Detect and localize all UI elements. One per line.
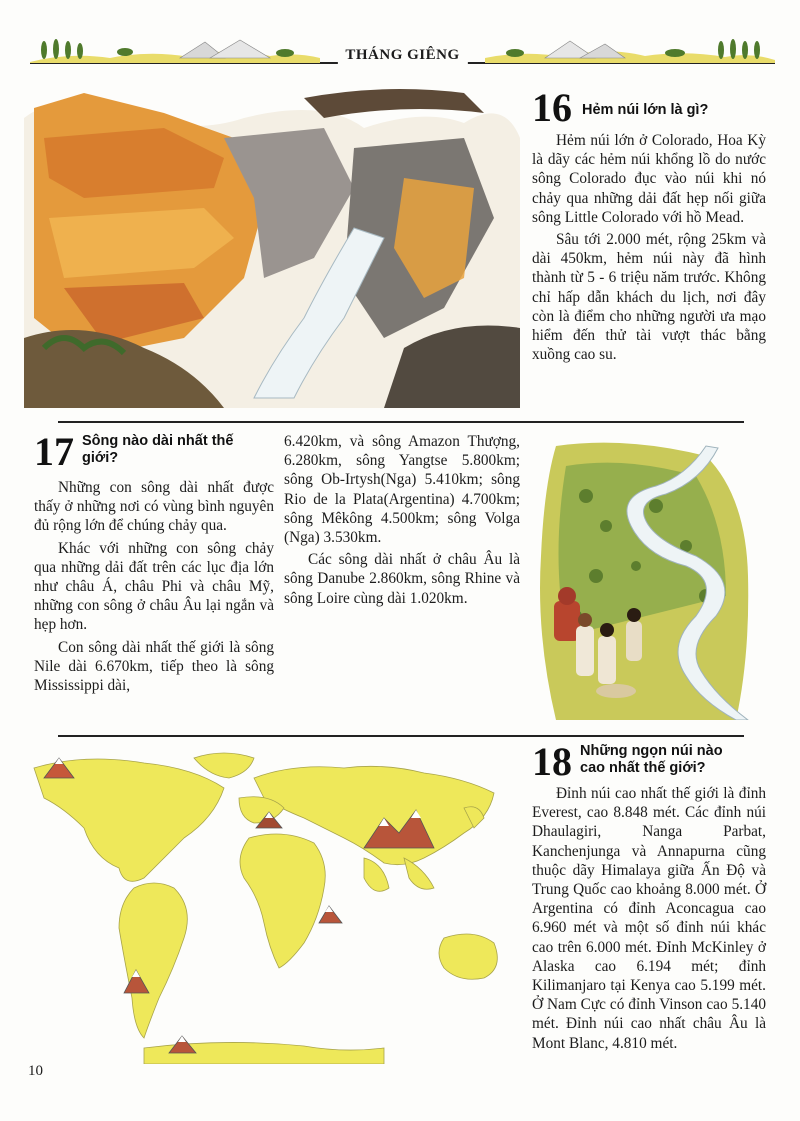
page-header xyxy=(30,38,775,74)
question-18 xyxy=(532,739,766,1053)
question-title: cao nhất thế giới? xyxy=(580,760,706,776)
section-divider xyxy=(58,735,744,737)
header-landscape-left xyxy=(30,38,320,68)
header-landscape-right xyxy=(485,38,775,68)
question-title: Những ngọn núi nào xyxy=(580,743,723,759)
world-map-illustration xyxy=(24,748,524,1064)
paragraph: Hẻm núi lớn ở Colorado, Hoa Kỳ là dãy các hẻm núi khổng lồ do nước sông Colorado đục vào núi khi nó chảy qua những dải đất hẹp nối giữa sông Little Colorado với hồ Mead. xyxy=(532,132,766,226)
question-16 xyxy=(532,85,766,364)
question-number: 18 xyxy=(532,739,572,784)
question-number: 17 xyxy=(34,429,74,474)
question-title: Hẻm núi lớn là gì? xyxy=(582,102,709,118)
paragraph: 6.420km, và sông Amazon Thượng, 6.280km, sông Yangtse 5.800km; sông Ob-Irtysh(Nga) 5.410km; sông Rio de la Plata(Argentina) 4.700km; sông Mêkông 4.500km; sông Volga (Nga) 3.530km. xyxy=(284,433,520,547)
question-title: giới? xyxy=(82,450,119,466)
page-number: 10 xyxy=(28,1063,43,1079)
paragraph: Các sông dài nhất ở châu Âu là sông Danube 2.860km, sông Rhine và sông Loire cùng dài 1.020km. xyxy=(284,551,520,607)
question-number: 16 xyxy=(532,85,572,130)
paragraph: Khác với những con sông chảy qua những dải đất trên các lục địa lớn như châu Á, châu Phi và châu Mỹ, những con sông ở châu Âu lại ngắn và hẹp hơn. xyxy=(34,539,274,634)
header-title: THÁNG GIÊNG xyxy=(337,47,467,64)
paragraph: Những con sông dài nhất được thấy ở những nơi có vùng bình nguyên đủ rộng lớn để chúng chảy qua. xyxy=(34,479,274,535)
paragraph: Con sông dài nhất thế giới là sông Nile dài 6.670km, tiếp theo là sông Mississippi dài, xyxy=(34,638,274,695)
river-valley-illustration xyxy=(536,436,754,720)
question-title: Sông nào dài nhất thế xyxy=(82,433,234,449)
grand-canyon-illustration xyxy=(24,78,520,408)
paragraph: Sâu tới 2.000 mét, rộng 25km và dài 450km, hẻm núi này đã hình thành từ 5 - 6 triệu năm trước. Không chỉ hấp dẫn khách du lịch, nơi đây còn là điểm cho những người ưa mạo hiểm đến thử tài vượt thác bằng xuồng cao su. xyxy=(532,231,766,364)
paragraph: Đỉnh núi cao nhất thế giới là đỉnh Everest, cao 8.848 mét. Các đỉnh núi Dhaulagiri, Nanga Parbat, Kanchenjunga và Annapurna cũng thuộc dãy Himalaya giữa Ấn Độ và Trung Quốc cao khoảng 8.000 mét. Ở Argentina có đỉnh Aconcagua cao 6.960 mét và một số đỉnh núi khác cao trên 6.000 mét. Đỉnh McKinley ở Alaska cao 6.194 mét; đỉnh Kilimanjaro tại Kenya cao 5.199 mét. Ở Nam Cực có đỉnh Vinson cao 5.140 mét. Đỉnh núi cao nhất châu Âu là Mont Blanc, 4.810 mét. xyxy=(532,785,766,1052)
section-divider xyxy=(58,421,744,423)
